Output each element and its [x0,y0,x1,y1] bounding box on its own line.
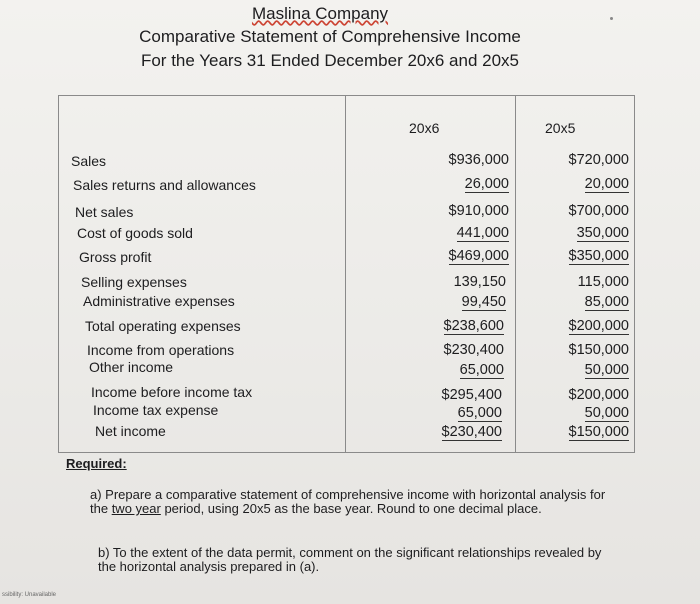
requirement-a-text: a) Prepare a comparative statement of comprehensive income with horizontal analysis for the [90,487,606,516]
row-value-20x5: 50,000 [584,405,629,421]
statement-title: Comparative Statement of Comprehensive Income [139,27,521,46]
row-value-20x5: 85,000 [584,294,629,310]
row-label: Sales [71,153,107,169]
corner-status-text: ssibility: Unavailable [2,592,57,598]
row-value-20x5: $720,000 [568,152,629,168]
requirement-a-text-end: period, using 20x5 as the base year. Round to one decimal place. [160,501,542,516]
row-value-20x5: $700,000 [568,203,629,219]
row-label: Net income [95,423,166,439]
statement-period: For the Years 31 Ended December 20x6 and 20x5 [140,51,520,70]
required-heading: Required: [66,456,127,471]
row-label: Selling expenses [81,274,187,290]
row-label: Cost of goods sold [77,225,193,241]
row-label: Sales returns and allowances [73,177,256,193]
speck [610,17,613,20]
row-label: Total operating expenses [85,318,241,334]
row-value-20x6: 65,000 [457,405,502,421]
row-label: Administrative expenses [83,293,235,309]
row-value-20x6: $230,400 [441,424,502,440]
row-value-20x6: $238,600 [443,318,504,334]
row-value-20x6: 65,000 [459,362,504,378]
row-value-20x6: $469,000 [448,248,509,264]
requirement-b: b) To the extent of the data permit, comment on the significant relationships revealed by the horizontal analysis prepared in (a). [98,545,602,574]
column-header-20x5: 20x5 [545,120,576,136]
column-divider [515,96,516,452]
row-value-20x6: 441,000 [456,225,509,241]
row-value-20x5: 50,000 [584,362,629,378]
row-value-20x5: $350,000 [568,248,629,264]
requirement-a [90,488,610,516]
row-value-20x6: $230,400 [443,342,504,358]
requirement-a-underlined: two year [111,501,161,516]
row-label: Income tax expense [93,402,219,418]
row-value-20x5: 350,000 [576,225,629,241]
row-value-20x5: $150,000 [568,342,629,358]
row-value-20x6: $295,400 [441,387,502,403]
row-label: Income before income tax [91,384,253,400]
company-name: Maslina Company [251,4,389,23]
row-value-20x6: $910,000 [448,203,509,219]
row-value-20x5: $200,000 [568,318,629,334]
column-divider [345,96,346,452]
row-label: Net sales [75,204,134,220]
row-label: Gross profit [79,249,152,265]
row-value-20x6: 99,450 [461,294,506,310]
row-value-20x6: 26,000 [464,176,509,192]
row-label: Income from operations [87,342,235,358]
row-value-20x6: $936,000 [448,152,509,168]
row-value-20x6: 139,150 [453,274,506,290]
row-value-20x5: $200,000 [568,387,629,403]
column-header-20x6: 20x6 [409,120,440,136]
row-value-20x5: 20,000 [584,176,629,192]
row-label: Other income [89,359,174,375]
row-value-20x5: $150,000 [568,424,629,440]
row-value-20x5: 115,000 [577,274,629,290]
income-table [58,95,635,453]
